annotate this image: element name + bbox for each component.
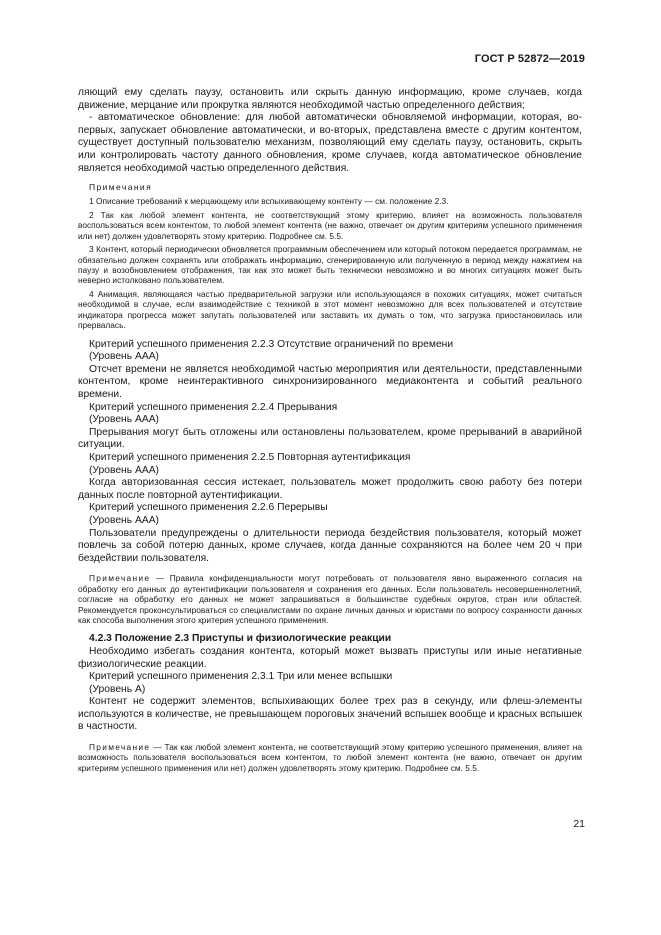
section-text: Необходимо избегать создания контента, который может вызвать приступы или иные негативные физиологические реакции. xyxy=(78,645,582,670)
criterion-level: (Уровень ААА) xyxy=(89,514,159,526)
criterion-title: Критерий успешного применения 2.2.4 Прерывания xyxy=(89,401,338,413)
criterion-level: (Уровень ААА) xyxy=(89,351,159,363)
criterion-text: Когда авторизованная сессия истекает, пользователь может продолжить свою работу без потери данных после повторной аутентификации. xyxy=(78,477,582,501)
note-text: — Правила конфиденциальности могут потребовать от пользователя явно выраженного согласия на обработку его данных до аутентификации пользователя и сохранения его данных. Если пользователь несовершеннолетний, согласие на обработку его данных не может запрашиваться в большинстве судебных округов, стран или областей. Рекомендуется проконсультироваться со специалистами по охране личных данных и юристами по вопросу сохранности данных как способа выполнения этого критерия успешного применения. xyxy=(78,573,582,625)
note-text: — Так как любой элемент контента, не соответствующий этому критерию успешного применения, влияет на возможность пользователя воспользоваться всем контентом, то любой элемент контента (не важно, отвечает он другим критериям успешного применения или нет) должен удовлетворять этому критерию. Подробнее см. 5.5. xyxy=(78,742,582,773)
criterion-title: Критерий успешного применения 2.2.5 Повторная аутентификация xyxy=(89,451,411,463)
criterion-title: Критерий успешного применения 2.3.1 Три или менее вспышки xyxy=(89,671,393,683)
note-item: 4 Анимация, являющаяся частью предварительной загрузки или использующаяся в похожих ситуациях, может считаться необходимой в случае, если взаимодействие с техникой в этот момент невозможно для всех пользователей и отсутствие индикатора прогресса может запутать пользователей или заставить их думать о том, что загрузка приостановилась или прервалась. xyxy=(78,288,582,331)
note-flashes xyxy=(78,742,582,773)
criterion-text: Пользователи предупреждены о длительности периода бездействия пользователя, который может повлечь за собой потерю данных, кроме случаев, когда данные сохраняются на более чем 20 ч при бездействии пользователя. xyxy=(78,527,582,564)
criterion-level: (Уровень ААА) xyxy=(89,414,159,426)
section-heading: 4.2.3 Положение 2.3 Приступы и физиологические реакции xyxy=(89,633,392,645)
note-item: 1 Описание требований к мерцающему или вспыхивающему контенту — см. положение 2.3. xyxy=(89,196,449,207)
paragraph-continuation: ляющий ему сделать паузу, остановить или скрыть данную информацию, кроме случаев, когда движение, мерцание или прокрутка являются необходимой частью определенного действия; xyxy=(78,87,582,111)
paragraph-auto-update: - автоматическое обновление: для любой автоматически обновляемой информации, которая, во-первых, запускает обновление автоматически, и во-вторых, представлена вместе с другим контентом, существует доступный пользователю механизм, позволяющий ему сделать паузу, остановить, скрыть или контролировать частоту данного обновления, кроме случаев, когда автоматическое обновление является необходимой частью определенного действия. xyxy=(78,112,582,174)
note-item: 2 Так как любой элемент контента, не соответствующий этому критерию, влияет на возможность пользователя воспользоваться всем контентом, то любой элемент контента (не важно, отвечает он другим критериям успешного применения или нет) должен удовлетворять этому критерию. Подробнее см. 5.5. xyxy=(78,209,582,241)
criterion-text: Контент не содержит элементов, вспыхивающих более трех раз в секунду, или флеш-элементы используются в количестве, не превышающем пороговых значений вспышек вообще и красных вспышек в частности. xyxy=(78,696,582,733)
notes-heading: Примечания xyxy=(89,182,153,193)
notes-block xyxy=(78,182,582,330)
note-privacy xyxy=(78,573,582,625)
criterion-title: Критерий успешного применения 2.2.6 Перерывы xyxy=(89,502,328,514)
criterion-level: (Уровень А) xyxy=(89,683,146,695)
note-item: 3 Контент, который периодически обновляется программным обеспечением или который потоком передается программам, не обязательно должен сохранять или отображать информацию, сгенерированную или полученную в период между нажатием на паузу и возобновлением отображения, так как это может быть технически невозможно и во многих ситуациях может быть неверно истолковано пользователем. xyxy=(78,244,582,286)
criterion-text: Отсчет времени не является необходимой частью мероприятия или деятельности, представленными контентом, кроме неинтерактивного синхронизированного медиаконтента и событий реального времени. xyxy=(78,363,582,400)
note-label: Примечание xyxy=(89,573,151,584)
criterion-title: Критерий успешного применения 2.2.3 Отсутствие ограничений по времени xyxy=(89,338,454,350)
criterion-level: (Уровень ААА) xyxy=(89,464,159,476)
criterion-text: Прерывания могут быть отложены или остановлены пользователем, кроме прерываний в аварийной ситуации. xyxy=(78,426,582,451)
page-content xyxy=(78,87,582,773)
page-number: 21 xyxy=(573,818,585,830)
document-id: ГОСТ Р 52872—2019 xyxy=(474,53,585,65)
note-label: Примечание xyxy=(89,742,151,753)
